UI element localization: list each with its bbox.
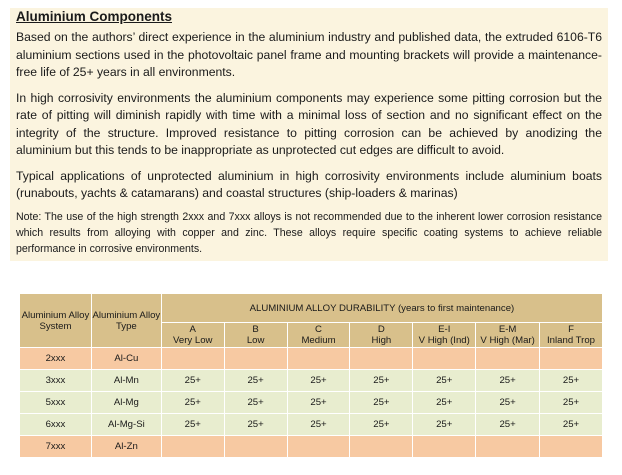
durability-cell: 25+: [161, 392, 224, 414]
durability-cell: [476, 436, 540, 458]
note-paragraph: Note: The use of the high strength 2xxx and 7xxx alloys is not recommended due to the inherent lower corrosion resistance which results from alloying with copper and zinc. These alloys require specific coating systems to achieve reliable performance in corrosive environments.: [16, 210, 602, 255]
durability-cell: 25+: [350, 370, 413, 392]
durability-cell: 25+: [476, 414, 540, 436]
category-code: F: [568, 324, 574, 335]
table-row: [20, 436, 603, 458]
category-code: E-I: [438, 324, 451, 335]
durability-cell: [540, 348, 603, 370]
header-category-c: [287, 323, 350, 348]
durability-cell: 25+: [350, 414, 413, 436]
durability-cell: 25+: [287, 370, 350, 392]
alloy-type-cell: Al-Zn: [91, 436, 161, 458]
durability-cell: 25+: [161, 370, 224, 392]
durability-cell: [161, 436, 224, 458]
header-category-d: [350, 323, 413, 348]
category-code: B: [252, 324, 259, 335]
durability-cell: 25+: [540, 414, 603, 436]
category-code: A: [189, 324, 196, 335]
durability-cell: [224, 348, 287, 370]
category-label: V High (Mar): [480, 335, 535, 346]
durability-cell: [350, 348, 413, 370]
durability-cell: [350, 436, 413, 458]
durability-cell: 25+: [161, 414, 224, 436]
durability-cell: 25+: [476, 392, 540, 414]
category-label: High: [371, 335, 392, 346]
alloy-type-cell: Al-Mg-Si: [91, 414, 161, 436]
durability-cell: 25+: [476, 370, 540, 392]
durability-table: [19, 293, 603, 458]
header-category-e-m: [476, 323, 540, 348]
durability-cell: 25+: [287, 392, 350, 414]
table-row: [20, 414, 603, 436]
header-alloy-type: Aluminium Alloy Type: [91, 294, 161, 348]
durability-cell: 25+: [224, 392, 287, 414]
durability-cell: [540, 436, 603, 458]
category-code: D: [377, 324, 385, 335]
durability-cell: 25+: [540, 392, 603, 414]
durability-cell: 25+: [413, 370, 476, 392]
alloy-system-cell: 7xxx: [20, 436, 92, 458]
durability-cell: [413, 436, 476, 458]
alloy-system-cell: 2xxx: [20, 348, 92, 370]
durability-cell: 25+: [413, 392, 476, 414]
durability-cell: [224, 436, 287, 458]
header-category-a: [161, 323, 224, 348]
category-code: C: [315, 324, 322, 335]
paragraph-3: Typical applications of unprotected aluminium in high corrosivity environments include aluminium boats (runabouts, yachts & catamarans) and coastal structures (ship-loaders & marinas): [16, 168, 602, 200]
category-label: Low: [246, 335, 265, 346]
durability-cell: [287, 436, 350, 458]
category-code: E-M: [498, 324, 517, 335]
durability-cell: 25+: [413, 414, 476, 436]
section-heading: Aluminium Components: [16, 9, 172, 24]
paragraph-1: Based on the authors’ direct experience in the aluminium industry and published data, the extruded 6106-T6 aluminium sections used in the photovoltaic panel frame and mounting brackets will provide a maintenance-free life of 25+ years in all environments.: [16, 30, 602, 79]
header-durability: ALUMINIUM ALLOY DURABILITY (years to first maintenance): [161, 294, 602, 323]
header-category-e-i: [413, 323, 476, 348]
durability-cell: 25+: [224, 370, 287, 392]
alloy-system-cell: 3xxx: [20, 370, 92, 392]
table-row: [20, 348, 603, 370]
durability-cell: [413, 348, 476, 370]
header-category-b: [224, 323, 287, 348]
durability-cell: [161, 348, 224, 370]
category-label: Very Low: [173, 335, 213, 346]
durability-cell: 25+: [287, 414, 350, 436]
alloy-type-cell: Al-Mn: [91, 370, 161, 392]
durability-cell: [287, 348, 350, 370]
durability-cell: 25+: [540, 370, 603, 392]
table-row: [20, 370, 603, 392]
header-alloy-system: Aluminium Alloy System: [20, 294, 92, 348]
category-label: Inland Trop: [547, 335, 596, 346]
durability-cell: 25+: [224, 414, 287, 436]
alloy-system-cell: 5xxx: [20, 392, 92, 414]
durability-cell: 25+: [350, 392, 413, 414]
category-label: Medium: [301, 335, 336, 346]
header-category-f: [540, 323, 603, 348]
category-label: V High (Ind): [418, 335, 470, 346]
table-row: [20, 392, 603, 414]
alloy-type-cell: Al-Cu: [91, 348, 161, 370]
alloy-type-cell: Al-Mg: [91, 392, 161, 414]
text-block: [10, 8, 608, 261]
alloy-system-cell: 6xxx: [20, 414, 92, 436]
durability-cell: [476, 348, 540, 370]
paragraph-2: In high corrosivity environments the aluminium components may experience some pitting corrosion but the rate of pitting will diminish rapidly with time with a minimal loss of section and no significant effect on the integrity of the structure. Improved resistance to pitting corrosion can be achieved by anodizing the aluminium but this tends to be inappropriate as unprotected cut edges are difficult to avoid.: [16, 90, 602, 157]
